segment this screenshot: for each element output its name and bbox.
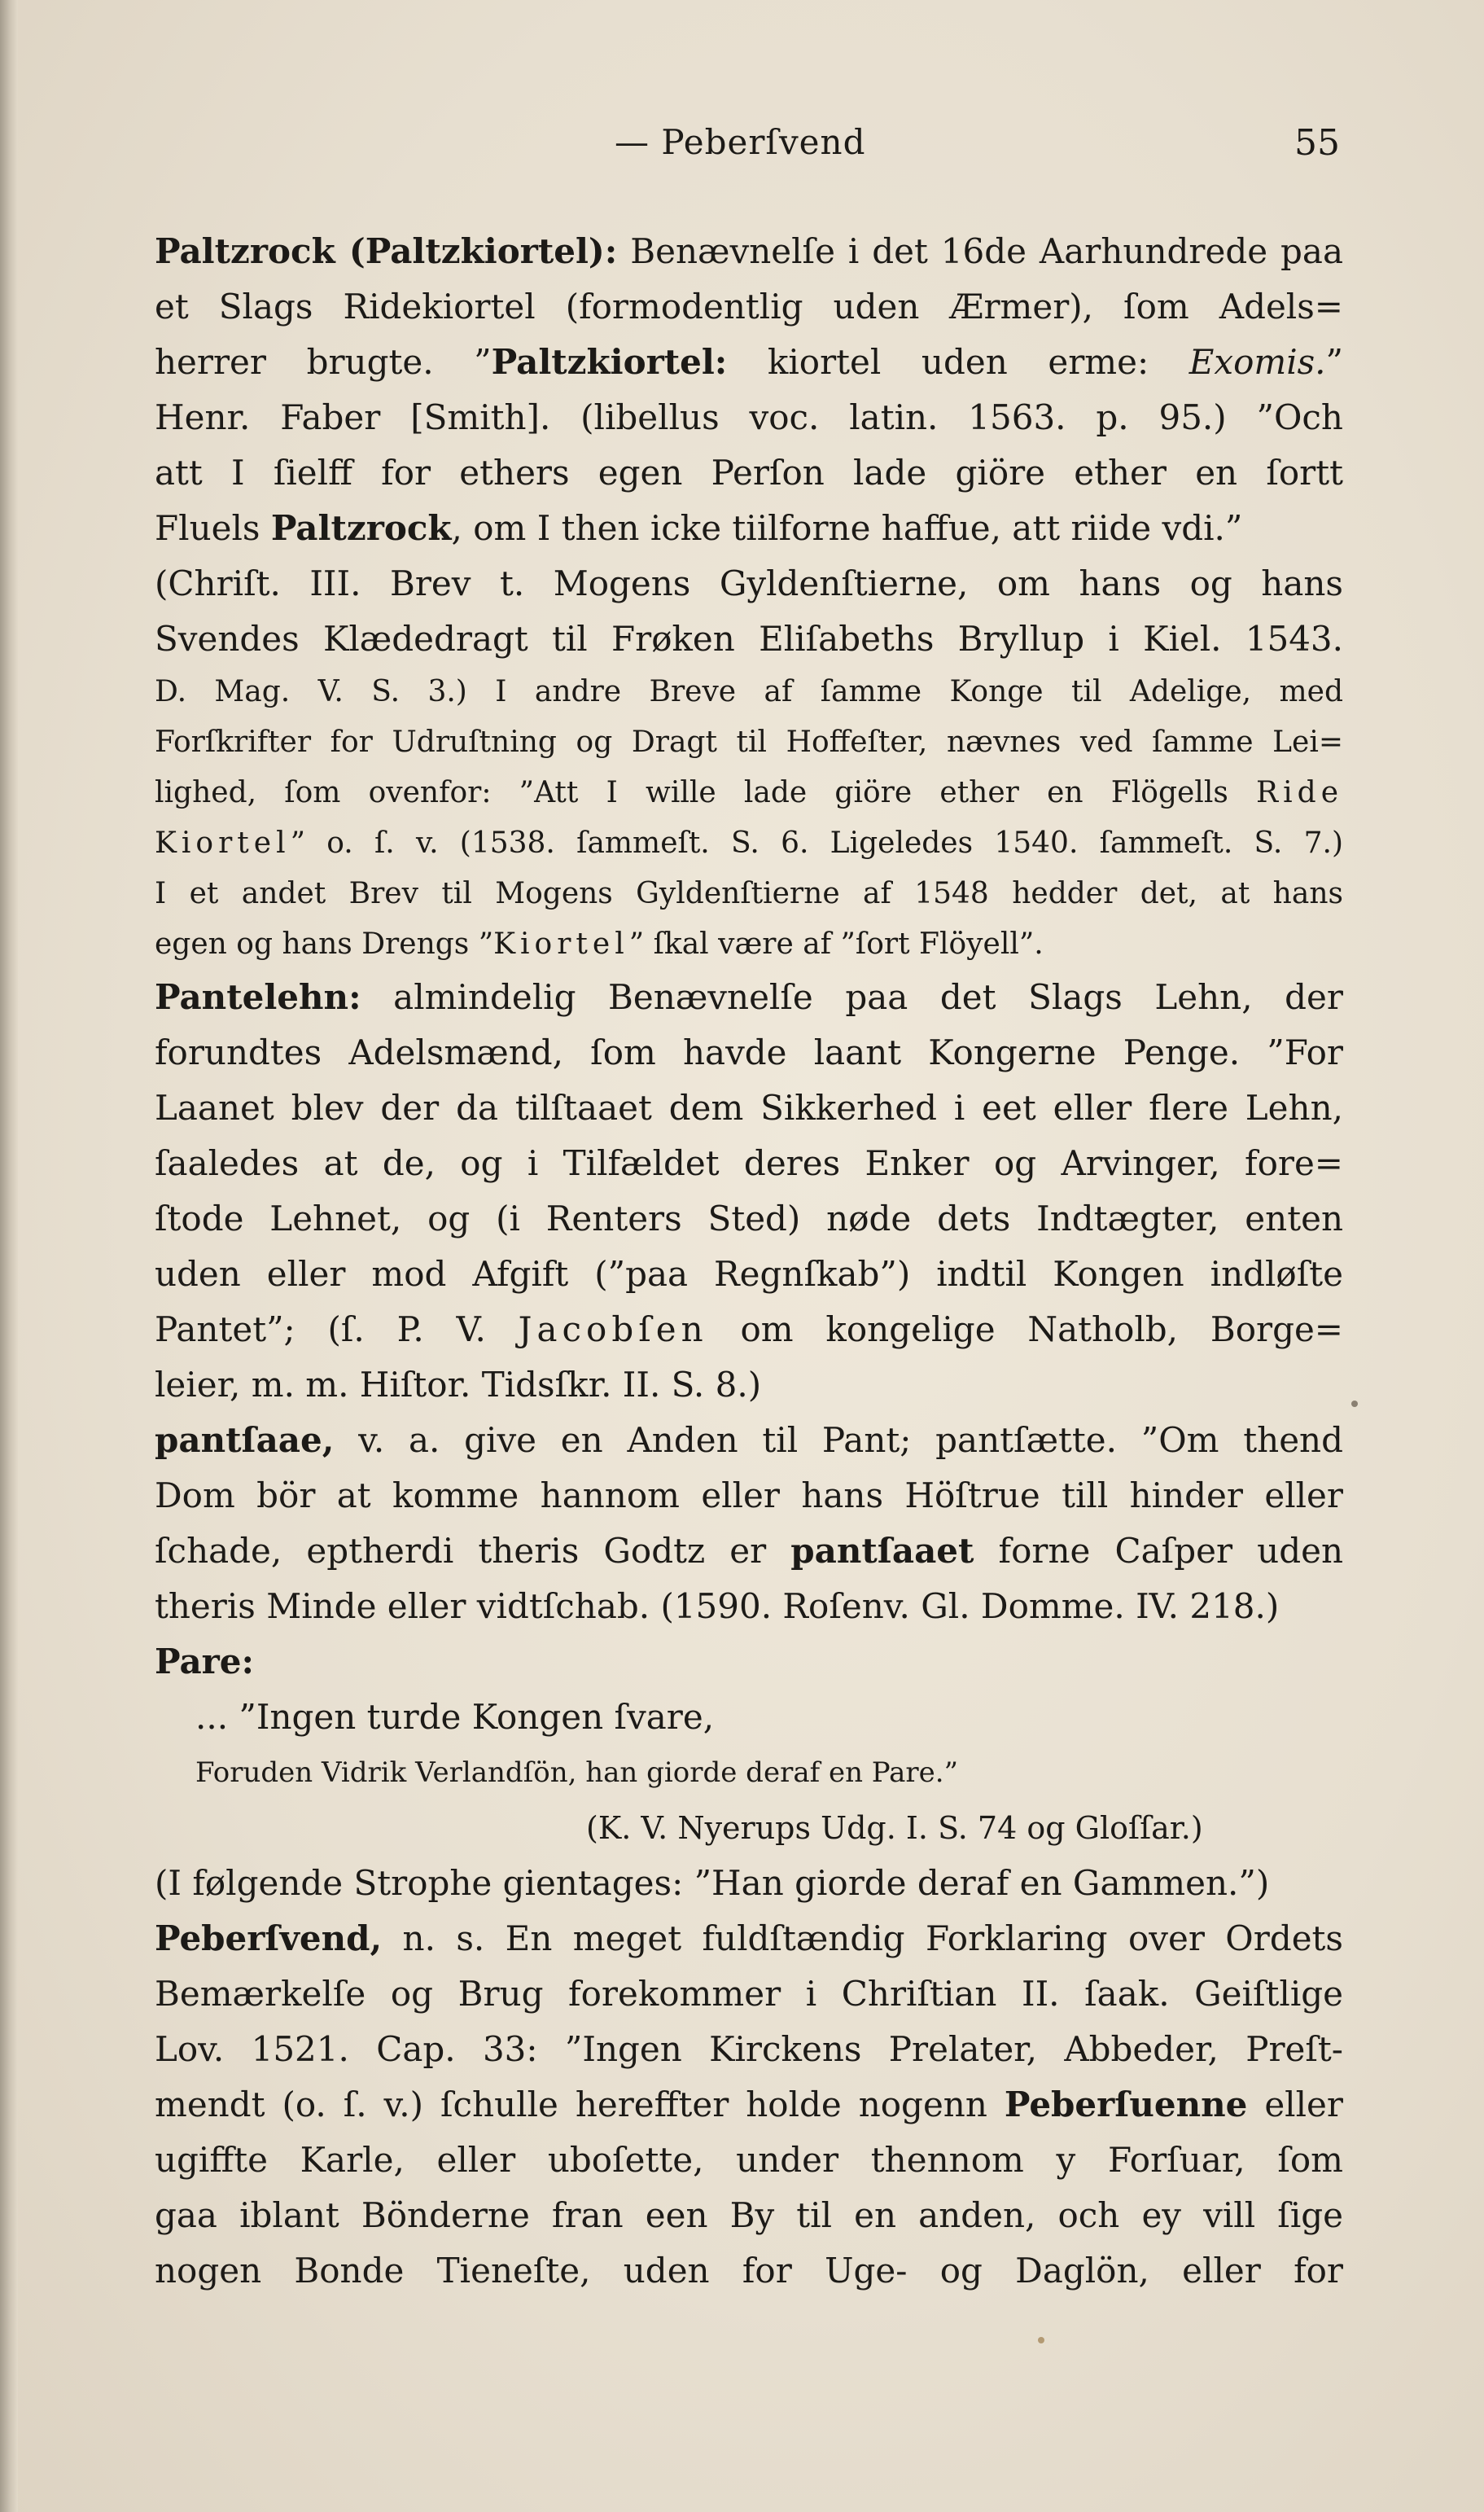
running-title: — Peberſvend [615,122,866,162]
bold-term: Paltzkiortel: [491,342,728,382]
line-text: egen og hans Drengs ” [155,927,494,961]
text-line [155,1191,1343,1247]
text-line [155,717,1343,768]
line-text: Dom bör at komme hannom eller hans Höſtrue till hinder eller [155,1475,1343,1515]
line-text: Lov. 1521. Cap. 33: ”Ingen Kirckens Prelater, Abbeder, Preſt- [155,2029,1343,2069]
line-text: uden eller mod Afgift (”paa Regnſkab”) indtil Kongen indløſte [155,1254,1343,1294]
bold-term: Paltzrock [270,508,452,548]
text-line [155,556,1343,612]
text-line [155,1413,1343,1468]
spaced-term: Ride [1256,776,1343,809]
line-text: Benævnelſe i det 16de Aarhundrede paa [617,231,1343,271]
line-text: ugiffte Karle, eller uboſette, under thennom y Forſuar, ſom [155,2140,1343,2180]
spaced-term: Kiortel [493,927,629,961]
text-line [155,1302,1343,1357]
line-text: ... ”Ingen turde Kongen ſvare, [195,1697,715,1737]
line-text: (I følgende Strophe gientages: ”Han giorde deraf en Gammen.”) [155,1863,1270,1903]
text-line [155,869,1343,919]
text-line [155,1468,1343,1523]
line-text: kiortel uden erme: [727,342,1189,382]
dictionary-entries [155,224,1343,2299]
line-text: Forſkrifter for Udruſtning og Dragt til Hoffeſter, nævnes ved ſamme Lei= [155,726,1343,759]
paper-speck [1038,2337,1044,2343]
line-text: ” o. ſ. v. (1538. ſammeſt. S. 6. Ligeledes 1540. ſammeſt. S. 7.) [290,826,1343,860]
text-line [155,1579,1343,1634]
text-line [155,612,1343,667]
line-text: et Slags Ridekiortel (formodentlig uden Ærmer), ſom Adels= [155,287,1343,327]
text-line [155,445,1343,501]
text-line [155,818,1343,869]
line-text: eller [1247,2085,1343,2124]
line-text: ſtode Lehnet, og (i Renters Sted) nøde dets Indtægter, enten [155,1199,1343,1238]
text-line [155,919,1343,970]
paper-speck [1351,1401,1358,1407]
headword: Paltzrock (Paltzkiortel): [155,231,618,271]
line-text: Pantet”; (ſ. P. V. [155,1309,519,1349]
line-text: Foruden Vidrik Verlandſön, han giorde deraf en Pare.” [195,1756,958,1789]
headword: pantſaae, [155,1420,335,1460]
text-line [155,2133,1343,2188]
headword: Pare: [155,1642,255,1681]
line-text: ” [1325,342,1343,382]
text-line [155,1966,1343,2022]
line-text: gaa iblant Bönderne fran een By til en anden, och ey vill ſige [155,2195,1343,2235]
line-text: (Chriſt. III. Brev t. Mogens Gyldenſtierne, om hans og hans [155,563,1343,603]
line-text: almindelig Benævnelſe paa det Slags Lehn, der [361,977,1343,1017]
text-line [155,1523,1343,1579]
spaced-term: Jacobſen [518,1309,708,1349]
text-line [155,1357,1343,1413]
line-text: ” ſkal være af ”ſort Flöyell”. [628,927,1044,961]
text-line [155,2022,1343,2077]
text-line [155,1136,1343,1191]
line-text: herrer brugte. ” [155,342,492,382]
text-line [155,224,1343,279]
text-line [155,1634,1343,1690]
line-text: leier, m. m. Hiſtor. Tidsſkr. II. S. 8.) [155,1365,762,1405]
line-text: Henr. Faber [Smith]. (libellus voc. latin. 1563. p. 95.) ”Och [155,397,1343,437]
text-line [155,1025,1343,1081]
line-text: theris Minde eller vidtſchab. (1590. Roſenv. Gl. Domme. IV. 218.) [155,1586,1280,1626]
text-line [155,1856,1343,1911]
line-text: om kongelige Natholb, Borge= [707,1309,1343,1349]
line-text: (K. V. Nyerups Udg. I. S. 74 og Gloſſar.) [586,1810,1203,1846]
line-text: Laanet blev der da tilſtaaet dem Sikkerhed i eet eller flere Lehn, [155,1088,1343,1128]
text-line [155,1247,1343,1302]
line-text: mendt (o. ſ. v.) ſchulle hereffter holde nogenn [155,2085,1005,2124]
line-text: lighed, ſom ovenfor: ”Att I wille lade giöre ether en Flögells [155,776,1257,809]
line-text: ſaaledes at de, og i Tilfældet deres Enker og Arvinger, fore= [155,1143,1343,1183]
text-line [155,1745,1343,1800]
book-spine-edge [0,0,18,2512]
text-line [155,768,1343,818]
text-line [155,1690,1343,1745]
line-text: forne Caſper uden [974,1531,1343,1571]
line-text: forundtes Adelsmænd, ſom havde laant Kongerne Penge. ”For [155,1032,1343,1072]
headword: Peberſvend, [155,1918,383,1958]
headword: Pantelehn: [155,977,361,1017]
text-line [155,667,1343,717]
line-text: Bemærkelſe og Brug forekommer i Chriſtian II. ſaak. Geiſtlige [155,1974,1343,2014]
spaced-term: Kiortel [155,826,291,860]
latin-term: Exomis. [1189,342,1326,382]
line-text: Svendes Klædedragt til Frøken Eliſabeths Bryllup i Kiel. 1543. [155,619,1343,659]
line-text: , om I then icke tiilforne haffue, att riide vdi.” [451,508,1243,548]
line-text: D. Mag. V. S. 3.) I andre Breve af ſamme Konge til Adelige, med [155,675,1343,708]
text-line [155,1081,1343,1136]
line-text: att I ſielff for ethers egen Perſon lade giöre ether en ſortt [155,453,1343,493]
line-text: nogen Bonde Tieneſte, uden for Uge- og Daglön, eller for [155,2251,1343,2291]
line-text: Fluels [155,508,271,548]
bold-term: Peberſuenne [1004,2085,1248,2124]
line-text: I et andet Brev til Mogens Gyldenſtierne af 1548 hedder det, at hans [155,877,1343,910]
text-line [155,279,1343,335]
line-text: n. s. En meget fuldſtændig Forklaring over Ordets [382,1918,1343,1958]
text-line [155,390,1343,445]
text-line [155,970,1343,1025]
page-header [0,122,1484,171]
text-line [155,1911,1343,1966]
text-line [155,1800,1343,1856]
line-text: v. a. give en Anden til Pant; pantſætte. ”Om thend [334,1420,1343,1460]
page-number: 55 [1294,122,1340,164]
text-line [155,2243,1343,2299]
text-line [155,501,1343,556]
text-line [155,335,1343,390]
text-line [155,2188,1343,2243]
line-text: ſchade, eptherdi theris Godtz er [155,1531,791,1571]
text-line [155,2077,1343,2133]
bold-term: pantſaaet [790,1531,974,1571]
